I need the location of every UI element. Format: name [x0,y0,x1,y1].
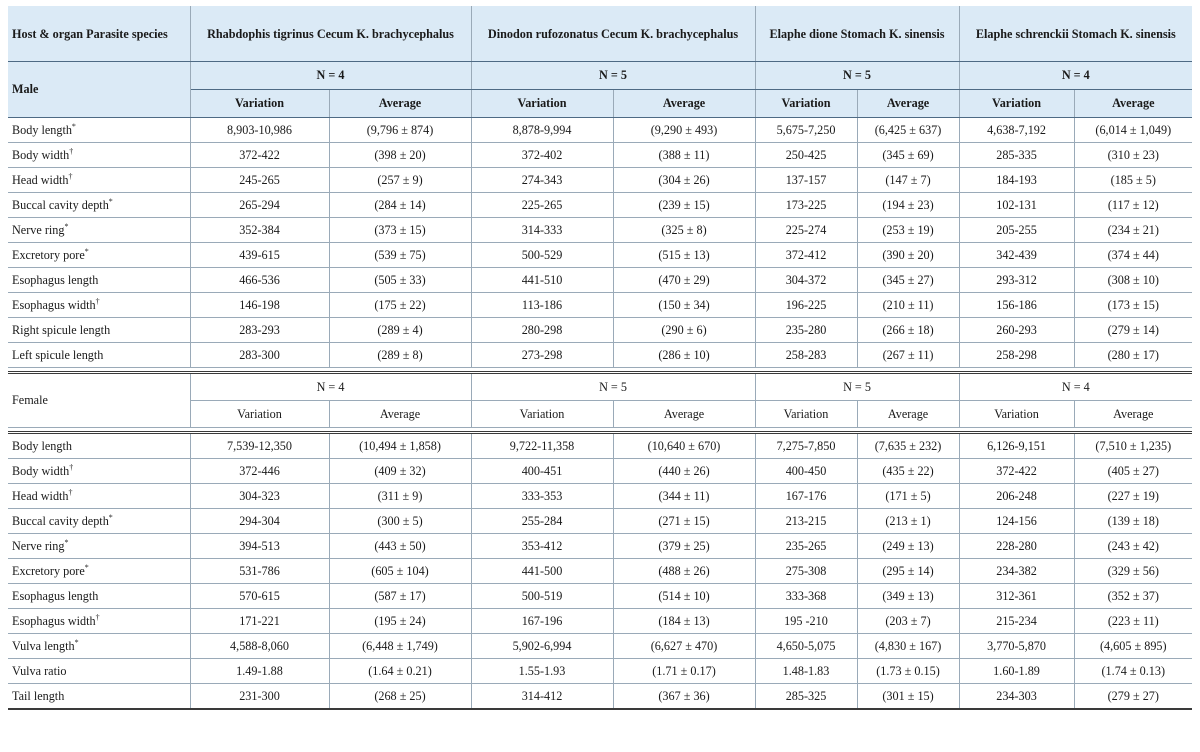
variation-header: Variation [959,401,1074,428]
variation-cell: 372-446 [190,459,329,484]
female-header [8,368,1192,433]
variation-cell: 280-298 [471,318,613,343]
average-cell: (488 ± 26) [613,559,755,584]
table-row [8,268,1192,293]
sample-size: N = 4 [190,62,471,90]
row-label [8,218,190,243]
variation-cell: 6,126-9,151 [959,433,1074,459]
table-row [8,243,1192,268]
variation-cell: 353-412 [471,534,613,559]
table-row [8,509,1192,534]
variation-cell: 314-412 [471,684,613,710]
corner-header: Host & organ Parasite species [8,6,190,62]
measurement-name: Esophagus width [12,297,96,312]
female-rows [8,433,1192,710]
average-cell: (175 ± 22) [329,293,471,318]
average-cell: (6,425 ± 637) [857,118,959,143]
variation-cell: 333-368 [755,584,857,609]
average-cell: (9,290 ± 493) [613,118,755,143]
variation-cell: 206-248 [959,484,1074,509]
average-cell: (301 ± 15) [857,684,959,710]
row-label [8,509,190,534]
footnote-mark: * [84,246,89,256]
average-cell: (4,830 ± 167) [857,634,959,659]
average-cell: (286 ± 10) [613,343,755,368]
variation-cell: 7,539-12,350 [190,433,329,459]
variation-cell: 342-439 [959,243,1074,268]
average-cell: (227 ± 19) [1074,484,1192,509]
measurements-table [8,6,1192,710]
sample-size: N = 5 [471,62,755,90]
table-row [8,484,1192,509]
average-cell: (213 ± 1) [857,509,959,534]
footnote-mark: † [68,487,73,497]
variation-cell: 234-382 [959,559,1074,584]
male-rows [8,118,1192,368]
footnote-mark: * [84,562,89,572]
average-cell: (345 ± 27) [857,268,959,293]
table-row [8,609,1192,634]
average-cell: (117 ± 12) [1074,193,1192,218]
average-cell: (349 ± 13) [857,584,959,609]
measurement-name: Tail length [12,688,65,703]
variation-cell: 5,902-6,994 [471,634,613,659]
average-cell: (388 ± 11) [613,143,755,168]
variation-cell: 4,588-8,060 [190,634,329,659]
variation-cell: 441-510 [471,268,613,293]
average-cell: (398 ± 20) [329,143,471,168]
table-row [8,584,1192,609]
average-cell: (587 ± 17) [329,584,471,609]
variation-cell: 466-536 [190,268,329,293]
average-header: Average [857,90,959,118]
variation-cell: 293-312 [959,268,1074,293]
variation-cell: 1.60-1.89 [959,659,1074,684]
average-cell: (390 ± 20) [857,243,959,268]
variation-header: Variation [190,90,329,118]
measurement-name: Esophagus width [12,613,96,628]
average-cell: (290 ± 6) [613,318,755,343]
average-cell: (203 ± 7) [857,609,959,634]
variation-cell: 173-225 [755,193,857,218]
average-cell: (195 ± 24) [329,609,471,634]
measurement-name: Left spicule length [12,347,104,362]
table-row [8,218,1192,243]
variation-cell: 333-353 [471,484,613,509]
measurement-name: Vulva ratio [12,663,67,678]
variation-cell: 283-293 [190,318,329,343]
table-row [8,534,1192,559]
average-cell: (325 ± 8) [613,218,755,243]
average-cell: (257 ± 9) [329,168,471,193]
average-cell: (239 ± 15) [613,193,755,218]
variation-cell: 234-303 [959,684,1074,710]
variation-cell: 372-422 [959,459,1074,484]
average-cell: (379 ± 25) [613,534,755,559]
row-label [8,534,190,559]
variation-cell: 137-157 [755,168,857,193]
average-cell: (345 ± 69) [857,143,959,168]
average-header: Average [613,401,755,428]
variation-cell: 245-265 [190,168,329,193]
row-label [8,584,190,609]
row-label [8,634,190,659]
variation-cell: 1.49-1.88 [190,659,329,684]
average-header: Average [1074,90,1192,118]
measurement-name: Esophagus length [12,272,99,287]
average-cell: (514 ± 10) [613,584,755,609]
footnote-mark: * [71,121,76,131]
variation-cell: 9,722-11,358 [471,433,613,459]
variation-cell: 352-384 [190,218,329,243]
variation-cell: 184-193 [959,168,1074,193]
average-cell: (470 ± 29) [613,268,755,293]
table-row [8,118,1192,143]
average-cell: (280 ± 17) [1074,343,1192,368]
table-row [8,293,1192,318]
variation-cell: 312-361 [959,584,1074,609]
footnote-mark: † [68,171,73,181]
footnote-mark: † [95,612,100,622]
average-cell: (171 ± 5) [857,484,959,509]
footnote-mark: * [64,537,69,547]
average-cell: (185 ± 5) [1074,168,1192,193]
measurement-name: Buccal cavity depth [12,197,109,212]
average-cell: (440 ± 26) [613,459,755,484]
measurement-name: Nerve ring [12,538,65,553]
male-section-label: Male [8,62,190,118]
sample-size: N = 4 [959,373,1192,401]
average-cell: (194 ± 23) [857,193,959,218]
table-row [8,684,1192,710]
average-cell: (344 ± 11) [613,484,755,509]
footnote-mark: * [108,196,113,206]
variation-cell: 265-294 [190,193,329,218]
average-cell: (7,635 ± 232) [857,433,959,459]
sample-size: N = 4 [959,62,1192,90]
average-cell: (435 ± 22) [857,459,959,484]
variation-cell: 250-425 [755,143,857,168]
measurement-name: Excretory pore [12,247,85,262]
variation-cell: 8,878-9,994 [471,118,613,143]
average-cell: (266 ± 18) [857,318,959,343]
variation-cell: 285-325 [755,684,857,710]
variation-cell: 102-131 [959,193,1074,218]
variation-header: Variation [755,401,857,428]
measurement-name: Esophagus length [12,588,99,603]
variation-cell: 3,770-5,870 [959,634,1074,659]
row-label [8,559,190,584]
variation-cell: 7,275-7,850 [755,433,857,459]
row-label [8,118,190,143]
variation-cell: 372-412 [755,243,857,268]
average-cell: (279 ± 14) [1074,318,1192,343]
table-row [8,433,1192,459]
average-cell: (234 ± 21) [1074,218,1192,243]
average-cell: (249 ± 13) [857,534,959,559]
table-row [8,559,1192,584]
variation-cell: 156-186 [959,293,1074,318]
footnote-mark: † [95,296,100,306]
average-cell: (1.71 ± 0.17) [613,659,755,684]
average-cell: (505 ± 33) [329,268,471,293]
table-row [8,318,1192,343]
variation-cell: 146-198 [190,293,329,318]
variation-cell: 215-234 [959,609,1074,634]
table-row [8,634,1192,659]
variation-cell: 4,638-7,192 [959,118,1074,143]
variation-cell: 5,675-7,250 [755,118,857,143]
variation-cell: 4,650-5,075 [755,634,857,659]
variation-cell: 500-519 [471,584,613,609]
average-header: Average [613,90,755,118]
variation-cell: 570-615 [190,584,329,609]
average-header: Average [329,401,471,428]
measurement-name: Vulva length [12,638,75,653]
average-header: Average [1074,401,1192,428]
average-cell: (284 ± 14) [329,193,471,218]
average-cell: (173 ± 15) [1074,293,1192,318]
row-label [8,318,190,343]
table-row [8,659,1192,684]
average-cell: (308 ± 10) [1074,268,1192,293]
average-cell: (210 ± 11) [857,293,959,318]
average-cell: (605 ± 104) [329,559,471,584]
average-cell: (253 ± 19) [857,218,959,243]
average-cell: (300 ± 5) [329,509,471,534]
table-header [8,6,1192,118]
average-cell: (268 ± 25) [329,684,471,710]
average-cell: (405 ± 27) [1074,459,1192,484]
row-label [8,193,190,218]
row-label [8,343,190,368]
variation-cell: 294-304 [190,509,329,534]
species-header: Rhabdophis tigrinus Cecum K. brachycephalus [190,6,471,62]
measurement-name: Excretory pore [12,563,85,578]
variation-cell: 124-156 [959,509,1074,534]
average-cell: (1.64 ± 0.21) [329,659,471,684]
species-header: Elaphe schrenckii Stomach K. sinensis [959,6,1192,62]
variation-cell: 8,903-10,986 [190,118,329,143]
row-label [8,293,190,318]
variation-header: Variation [471,90,613,118]
average-cell: (304 ± 26) [613,168,755,193]
average-header: Average [857,401,959,428]
row-label [8,459,190,484]
measurement-name: Body width [12,147,70,162]
average-cell: (184 ± 13) [613,609,755,634]
measurement-name: Nerve ring [12,222,65,237]
average-cell: (311 ± 9) [329,484,471,509]
average-cell: (539 ± 75) [329,243,471,268]
row-label [8,168,190,193]
variation-cell: 372-422 [190,143,329,168]
average-cell: (289 ± 4) [329,318,471,343]
variation-cell: 273-298 [471,343,613,368]
variation-cell: 439-615 [190,243,329,268]
footnote-mark: * [64,221,69,231]
average-cell: (443 ± 50) [329,534,471,559]
variation-cell: 400-450 [755,459,857,484]
variation-cell: 531-786 [190,559,329,584]
table-row [8,459,1192,484]
average-cell: (6,014 ± 1,049) [1074,118,1192,143]
average-cell: (6,448 ± 1,749) [329,634,471,659]
variation-cell: 285-335 [959,143,1074,168]
measurement-name: Right spicule length [12,322,111,337]
average-cell: (515 ± 13) [613,243,755,268]
variation-cell: 167-196 [471,609,613,634]
variation-cell: 258-298 [959,343,1074,368]
variation-cell: 231-300 [190,684,329,710]
footnote-mark: † [69,462,74,472]
average-cell: (271 ± 15) [613,509,755,534]
variation-header: Variation [190,401,329,428]
variation-header: Variation [959,90,1074,118]
variation-cell: 314-333 [471,218,613,243]
average-cell: (295 ± 14) [857,559,959,584]
variation-cell: 213-215 [755,509,857,534]
variation-cell: 225-265 [471,193,613,218]
variation-cell: 196-225 [755,293,857,318]
species-header: Elaphe dione Stomach K. sinensis [755,6,959,62]
average-cell: (223 ± 11) [1074,609,1192,634]
variation-cell: 205-255 [959,218,1074,243]
variation-cell: 441-500 [471,559,613,584]
variation-cell: 255-284 [471,509,613,534]
variation-cell: 1.55-1.93 [471,659,613,684]
table-row [8,143,1192,168]
variation-cell: 304-372 [755,268,857,293]
average-cell: (139 ± 18) [1074,509,1192,534]
sample-size: N = 5 [755,373,959,401]
variation-cell: 394-513 [190,534,329,559]
row-label [8,243,190,268]
variation-cell: 372-402 [471,143,613,168]
average-cell: (150 ± 34) [613,293,755,318]
sample-size: N = 5 [755,62,959,90]
measurement-name: Body length [12,122,72,137]
table-row [8,193,1192,218]
average-cell: (4,605 ± 895) [1074,634,1192,659]
variation-cell: 171-221 [190,609,329,634]
average-cell: (9,796 ± 874) [329,118,471,143]
variation-cell: 275-308 [755,559,857,584]
average-cell: (147 ± 7) [857,168,959,193]
average-cell: (1.74 ± 0.13) [1074,659,1192,684]
variation-cell: 113-186 [471,293,613,318]
average-cell: (279 ± 27) [1074,684,1192,710]
variation-cell: 225-274 [755,218,857,243]
average-cell: (243 ± 42) [1074,534,1192,559]
variation-cell: 258-283 [755,343,857,368]
average-header: Average [329,90,471,118]
footnote-mark: * [108,512,113,522]
row-label [8,684,190,710]
sample-size: N = 4 [190,373,471,401]
variation-cell: 228-280 [959,534,1074,559]
average-cell: (267 ± 11) [857,343,959,368]
female-section-label: Female [8,373,190,428]
variation-cell: 304-323 [190,484,329,509]
average-cell: (289 ± 8) [329,343,471,368]
average-cell: (367 ± 36) [613,684,755,710]
row-label [8,659,190,684]
average-cell: (6,627 ± 470) [613,634,755,659]
row-label [8,268,190,293]
average-cell: (329 ± 56) [1074,559,1192,584]
variation-cell: 274-343 [471,168,613,193]
variation-cell: 500-529 [471,243,613,268]
measurement-name: Head width [12,172,69,187]
average-cell: (7,510 ± 1,235) [1074,433,1192,459]
variation-cell: 235-265 [755,534,857,559]
average-cell: (310 ± 23) [1074,143,1192,168]
average-cell: (1.73 ± 0.15) [857,659,959,684]
row-label [8,143,190,168]
average-cell: (352 ± 37) [1074,584,1192,609]
variation-header: Variation [471,401,613,428]
variation-cell: 283-300 [190,343,329,368]
variation-cell: 400-451 [471,459,613,484]
row-label [8,484,190,509]
variation-cell: 260-293 [959,318,1074,343]
row-label [8,609,190,634]
measurement-name: Body width [12,463,70,478]
measurement-name: Buccal cavity depth [12,513,109,528]
variation-cell: 195 -210 [755,609,857,634]
row-label [8,433,190,459]
average-cell: (374 ± 44) [1074,243,1192,268]
measurement-name: Body length [12,438,72,453]
average-cell: (10,640 ± 670) [613,433,755,459]
variation-cell: 235-280 [755,318,857,343]
table-row [8,343,1192,368]
footnote-mark: † [69,146,74,156]
table-row [8,168,1192,193]
sample-size: N = 5 [471,373,755,401]
species-header: Dinodon rufozonatus Cecum K. brachycephalus [471,6,755,62]
variation-cell: 167-176 [755,484,857,509]
average-cell: (409 ± 32) [329,459,471,484]
variation-header: Variation [755,90,857,118]
variation-cell: 1.48-1.83 [755,659,857,684]
footnote-mark: * [74,637,79,647]
average-cell: (373 ± 15) [329,218,471,243]
measurement-name: Head width [12,488,69,503]
average-cell: (10,494 ± 1,858) [329,433,471,459]
